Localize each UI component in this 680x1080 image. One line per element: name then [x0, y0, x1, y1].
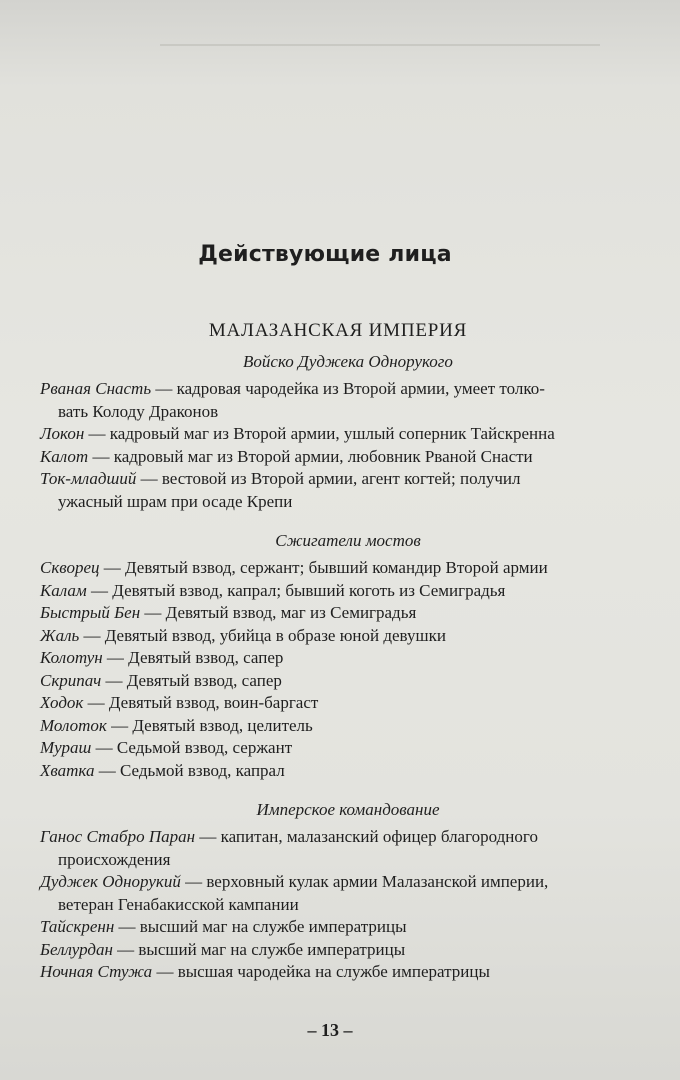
character-description: — Девятый взвод, воин-баргаст	[87, 693, 319, 712]
character-name: Локон	[40, 424, 85, 443]
character-description: — Девятый взвод, сапер	[106, 648, 284, 667]
character-name: Калам	[40, 580, 87, 600]
list-item	[40, 961, 616, 984]
character-name: Рваная Снасть	[40, 379, 152, 398]
character-name: Ток-младший	[40, 469, 137, 488]
list-item	[40, 468, 616, 513]
character-description: — Седьмой взвод, капрал	[98, 760, 285, 780]
character-description: — Девятый взвод, сапер	[105, 670, 282, 690]
character-description: — Девятый взвод, убийца в образе юной девушки	[83, 625, 446, 645]
empire-title: МАЛАЗАНСКАЯ ИМПЕРИЯ	[208, 320, 468, 341]
list-item	[40, 647, 616, 670]
character-name: Калот	[40, 446, 89, 466]
character-description: — верховный кулак армии Малазанской империи,	[185, 872, 549, 891]
character-name: Тайскренн	[40, 917, 115, 936]
character-description: — высший маг на службе императрицы	[118, 917, 407, 936]
list-item	[40, 760, 616, 783]
character-description: — Седьмой взвод, сержант	[95, 738, 293, 757]
character-name: Ночная Стужа	[40, 962, 153, 981]
character-description-cont: вать Колоду Драконов	[58, 401, 219, 421]
character-name: Ганос Стабро Паран	[40, 827, 196, 846]
character-name: Колотун	[40, 648, 103, 667]
section-title: Имперское командование	[256, 800, 440, 819]
page-title: Действующие лица	[198, 242, 452, 267]
character-description: — Девятый взвод, сержант; бывший командир Второй армии	[103, 558, 548, 577]
character-name: Хватка	[40, 760, 95, 780]
list-item	[40, 939, 616, 962]
character-description: — кадровый маг из Второй армии, ушлый соперник Тайскренна	[88, 424, 555, 443]
character-description: — высший маг на службе императрицы	[117, 939, 406, 959]
list-item	[40, 871, 616, 916]
list-item	[40, 580, 616, 603]
character-name: Жаль	[40, 625, 80, 645]
character-description-cont: ветеран Генабакисской кампании	[58, 894, 299, 914]
page-number: – 13 –	[307, 1020, 353, 1040]
list-item	[40, 625, 616, 648]
list-item	[40, 826, 616, 871]
character-name: Скворец	[40, 558, 100, 577]
section-duzhek-army	[40, 352, 616, 513]
section-bridgeburners	[40, 531, 616, 782]
character-name: Быстрый Бен	[40, 603, 141, 622]
section-imperial-command	[40, 800, 616, 984]
section-title: Войско Дуджека Однорукого	[243, 352, 453, 371]
list-item	[40, 670, 616, 693]
cast-list	[40, 320, 616, 984]
list-item	[40, 378, 616, 423]
list-item	[40, 557, 616, 580]
character-description: — Девятый взвод, маг из Семиградья	[144, 603, 417, 622]
section-title: Сжигатели мостов	[275, 531, 421, 550]
list-item	[40, 446, 616, 469]
character-name: Мураш	[40, 738, 92, 757]
list-item	[40, 715, 616, 738]
character-description: — капитан, малазанский офицер благородного	[199, 827, 538, 846]
character-description: — высшая чародейка на службе императрицы	[156, 962, 490, 981]
header-rule	[160, 44, 600, 46]
character-name: Беллурдан	[40, 939, 113, 959]
character-name: Скрипач	[40, 670, 102, 690]
character-description-cont: происхождения	[58, 849, 171, 869]
character-description: — Девятый взвод, целитель	[111, 715, 313, 735]
character-description: — кадровый маг из Второй армии, любовник Рваной Снасти	[92, 446, 533, 466]
character-description: — Девятый взвод, капрал; бывший коготь из Семиградья	[91, 580, 506, 600]
character-name: Молоток	[40, 715, 107, 735]
list-item	[40, 916, 616, 939]
character-name: Дуджек Однорукий	[40, 872, 181, 891]
list-item	[40, 423, 616, 446]
list-item	[40, 602, 616, 625]
character-description: — кадровая чародейка из Второй армии, умеет толко-	[155, 379, 545, 398]
list-item	[40, 692, 616, 715]
character-description: — вестовой из Второй армии, агент когтей; получил	[140, 469, 521, 488]
list-item	[40, 737, 616, 760]
character-description-cont: ужасный шрам при осаде Крепи	[58, 491, 293, 511]
character-name: Ходок	[40, 693, 84, 712]
